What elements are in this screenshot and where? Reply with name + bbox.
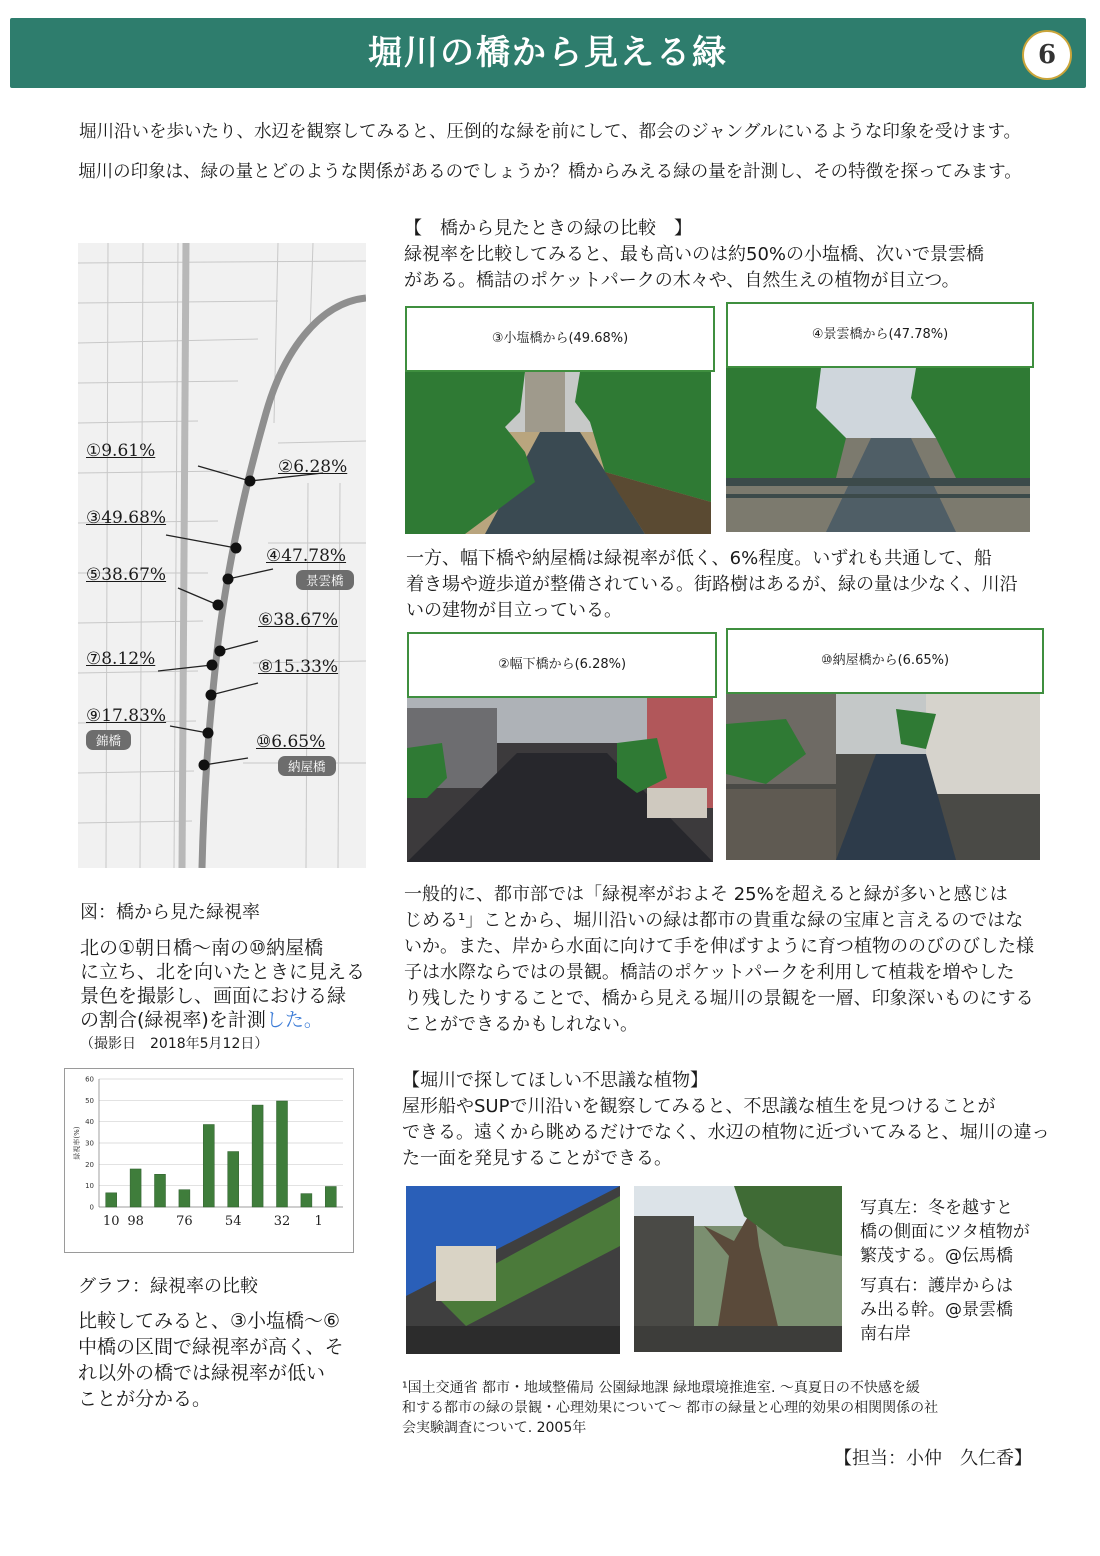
chart-y-tick-label: 40 [85, 1118, 94, 1127]
caption-line: 写真左：冬を越すと [860, 1198, 1013, 1218]
graph-desc-line: 中橋の区間で緑視率が高く、そ [78, 1336, 344, 1358]
chart-bar [179, 1190, 190, 1207]
section1-text2 [406, 546, 1066, 624]
photo-tenma-bridge-ivy [406, 1186, 620, 1354]
chart-y-tick-label: 30 [85, 1139, 94, 1148]
author-credit: 【担当：小仲 久仁香】 [834, 1448, 1032, 1469]
figure-desc-line: 景色を撮影し、画面における緑 [80, 985, 347, 1007]
map-label-1: ①9.61% [86, 441, 156, 461]
intro-line-2: 堀川の印象は、緑の量とどのような関係があるのでしょうか？橋からみえる緑の量を計測し、その特徴を探ってみます。 [78, 162, 1022, 182]
text-line: た一面を発見することができる。 [402, 1148, 672, 1169]
map-tag-nishiki: 錦橋 [86, 730, 131, 750]
photo-right-caption [860, 1274, 1060, 1346]
map-tag-keiun: 景雲橋 [296, 570, 354, 590]
text-line: 屋形船やSUPで川沿いを観察してみると、不思議な植生を見つけることが [402, 1096, 996, 1117]
map-label-7: ⑦8.12% [86, 649, 156, 669]
photo-date: （撮影日 2018年5月12日） [80, 1036, 269, 1052]
caption-line: 繁茂する。@伝馬橋 [860, 1246, 1013, 1266]
photo-nayabashi-bridge [726, 694, 1040, 860]
photo-trunk-graphic [634, 1186, 842, 1352]
map-label-8: ⑧15.33% [258, 657, 339, 677]
river-map [78, 243, 366, 868]
chart-bar [301, 1194, 312, 1207]
intro-line-1: 堀川沿いを歩いたり、水辺を観察してみると、圧倒的な緑を前にして、都会のジャングルにいるような印象を受けます。 [78, 122, 1022, 142]
chart-y-axis-label: 緑視率(%) [73, 1126, 81, 1160]
footnote-line: 会実験調査について. 2005年 [402, 1420, 587, 1436]
photo4-caption: ⑩納屋橋から(6.65%) [726, 628, 1044, 694]
chart-bar [106, 1193, 117, 1207]
map-label-9: ⑨17.83% [86, 706, 167, 726]
graph-description [78, 1308, 378, 1412]
caption-line: 橋の側面にツタ植物が [860, 1222, 1030, 1242]
chart-y-tick-label: 10 [85, 1182, 94, 1191]
footnote-line: ¹国土交通省 都市・地域整備局 公園緑地課 緑地環境推進室. ～真夏日の不快感を緩 [402, 1380, 920, 1396]
text-line: り残したりすることで、橋から見える堀川の景観を一層、印象深いものにする [404, 988, 1034, 1009]
section2-heading: 【堀川で探してほしい不思議な植物】 [402, 1070, 708, 1091]
chart-bar [325, 1186, 336, 1207]
chart-x-tick-label: 1 [314, 1214, 323, 1229]
section2-text [402, 1094, 1066, 1172]
chart-x-tick-label: 10 [102, 1214, 120, 1229]
map-label-4: ④47.78% [266, 546, 347, 566]
chart-bar [252, 1105, 263, 1207]
graph-desc-line: れ以外の橋では緑視率が低い [78, 1362, 326, 1384]
section1-text [404, 242, 1064, 294]
graph-caption: グラフ：緑視率の比較 [78, 1276, 258, 1297]
photo-koshio-graphic [405, 372, 711, 534]
text-line: 緑視率を比較してみると、最も高いのは約50%の小塩橋、次いで景雲橋 [404, 244, 985, 265]
photo-koshio-bridge [405, 372, 711, 534]
map-label-6: ⑥38.67% [258, 610, 339, 630]
photo-ivy-graphic [406, 1186, 620, 1354]
graph-desc-line: 比較してみると、③小塩橋～⑥ [78, 1310, 341, 1332]
chart-y-tick-label: 0 [89, 1203, 94, 1212]
text-line: ことができるかもしれない。 [404, 1014, 638, 1035]
section1-heading: 【 橋から見たときの緑の比較 】 [404, 218, 692, 239]
chart-bar [130, 1169, 141, 1207]
map-tag-nayabashi: 納屋橋 [278, 756, 336, 776]
chart-x-tick-label: 76 [176, 1214, 193, 1229]
photo-keiun-trunk [634, 1186, 842, 1352]
figure-desc-line: に立ち、北を向いたときに見える [80, 961, 366, 983]
text-line: 一方、幅下橋や納屋橋は緑視率が低く、6%程度。いずれも共通して、船 [406, 548, 992, 569]
graph-desc-line: ことが分かる。 [78, 1388, 212, 1410]
text-line: がある。橋詰のポケットパークの木々や、自然生えの植物が目立つ。 [404, 270, 960, 291]
map-label-2: ②6.28% [278, 457, 348, 477]
photo3-caption: ②幅下橋から(6.28%) [407, 632, 717, 698]
map-label-3: ③49.68% [86, 508, 167, 528]
caption-line: み出る幹。@景雲橋 [860, 1300, 1013, 1320]
photo-keiun-graphic [726, 368, 1030, 532]
chart-bar [155, 1174, 166, 1207]
caption-line: 南右岸 [860, 1324, 911, 1344]
figure-desc-text: の割合(緑視率)を計測 [80, 1009, 266, 1031]
photo2-caption: ④景雲橋から(47.78%) [726, 302, 1034, 368]
chart-x-tick-label: 32 [273, 1214, 291, 1229]
map-label-5: ⑤38.67% [86, 565, 167, 585]
photo-habashita-bridge [407, 698, 713, 862]
text-line: じめる¹」ことから、堀川沿いの緑は都市の貴重な緑の宝庫と言えるのではな [404, 910, 1024, 931]
photo-nayabashi-graphic [726, 694, 1040, 860]
page-title: 堀川の橋から見える緑 [368, 33, 728, 73]
chart-x-tick-label: 54 [224, 1214, 242, 1229]
photo-left-caption [860, 1196, 1060, 1268]
text-line: 子は水際ならではの景観。橋詰のポケットパークを利用して植栽を増やした [404, 962, 1015, 983]
chart-bar [277, 1101, 288, 1207]
figure-caption: 図：橋から見た緑視率 [80, 902, 260, 923]
section1-text3 [404, 882, 1068, 1038]
caption-line: 写真右：護岸からは [860, 1276, 1013, 1296]
chart-y-tick-label: 60 [85, 1075, 94, 1084]
text-line: いか。また、岸から水面に向けて手を伸ばすように育つ植物ののびのびした様 [404, 936, 1034, 957]
chart-bar [228, 1152, 239, 1207]
chart-y-tick-label: 20 [85, 1160, 94, 1169]
chart-x-tick-label: 98 [127, 1214, 144, 1229]
figure-desc-line: 北の①朝日橋～南の⑩納屋橋 [80, 937, 324, 959]
photo-keiun-bridge [726, 368, 1030, 532]
footnote [402, 1378, 1062, 1438]
chart-svg [65, 1069, 353, 1252]
text-line: できる。遠くから眺めるだけでなく、水辺の植物に近づいてみると、堀川の違っ [402, 1122, 1050, 1143]
photo-habashita-graphic [407, 698, 713, 862]
chart-y-tick-label: 50 [85, 1096, 94, 1105]
text-line: いの建物が目立っている。 [406, 600, 622, 621]
figure-desc-end: した。 [265, 1009, 323, 1031]
text-line: 一般的に、都市部では「緑視率がおよそ 25%を超えると緑が多いと感じは [404, 884, 1008, 905]
page-number: 6 [1022, 30, 1072, 80]
chart-bar [203, 1125, 214, 1207]
green-ratio-chart [64, 1068, 354, 1253]
figure-description [80, 936, 370, 1032]
title-banner [10, 18, 1086, 88]
map-label-10: ⑩6.65% [256, 732, 326, 752]
text-line: 着き場や遊歩道が整備されている。街路樹はあるが、緑の量は少なく、川沿 [406, 574, 1018, 595]
figure-desc-line [80, 1008, 370, 1032]
footnote-line: 和する都市の緑の景観・心理効果について～ 都市の緑量と心理的効果の相関関係の社 [402, 1400, 939, 1416]
photo1-caption: ③小塩橋から(49.68%) [405, 306, 715, 372]
